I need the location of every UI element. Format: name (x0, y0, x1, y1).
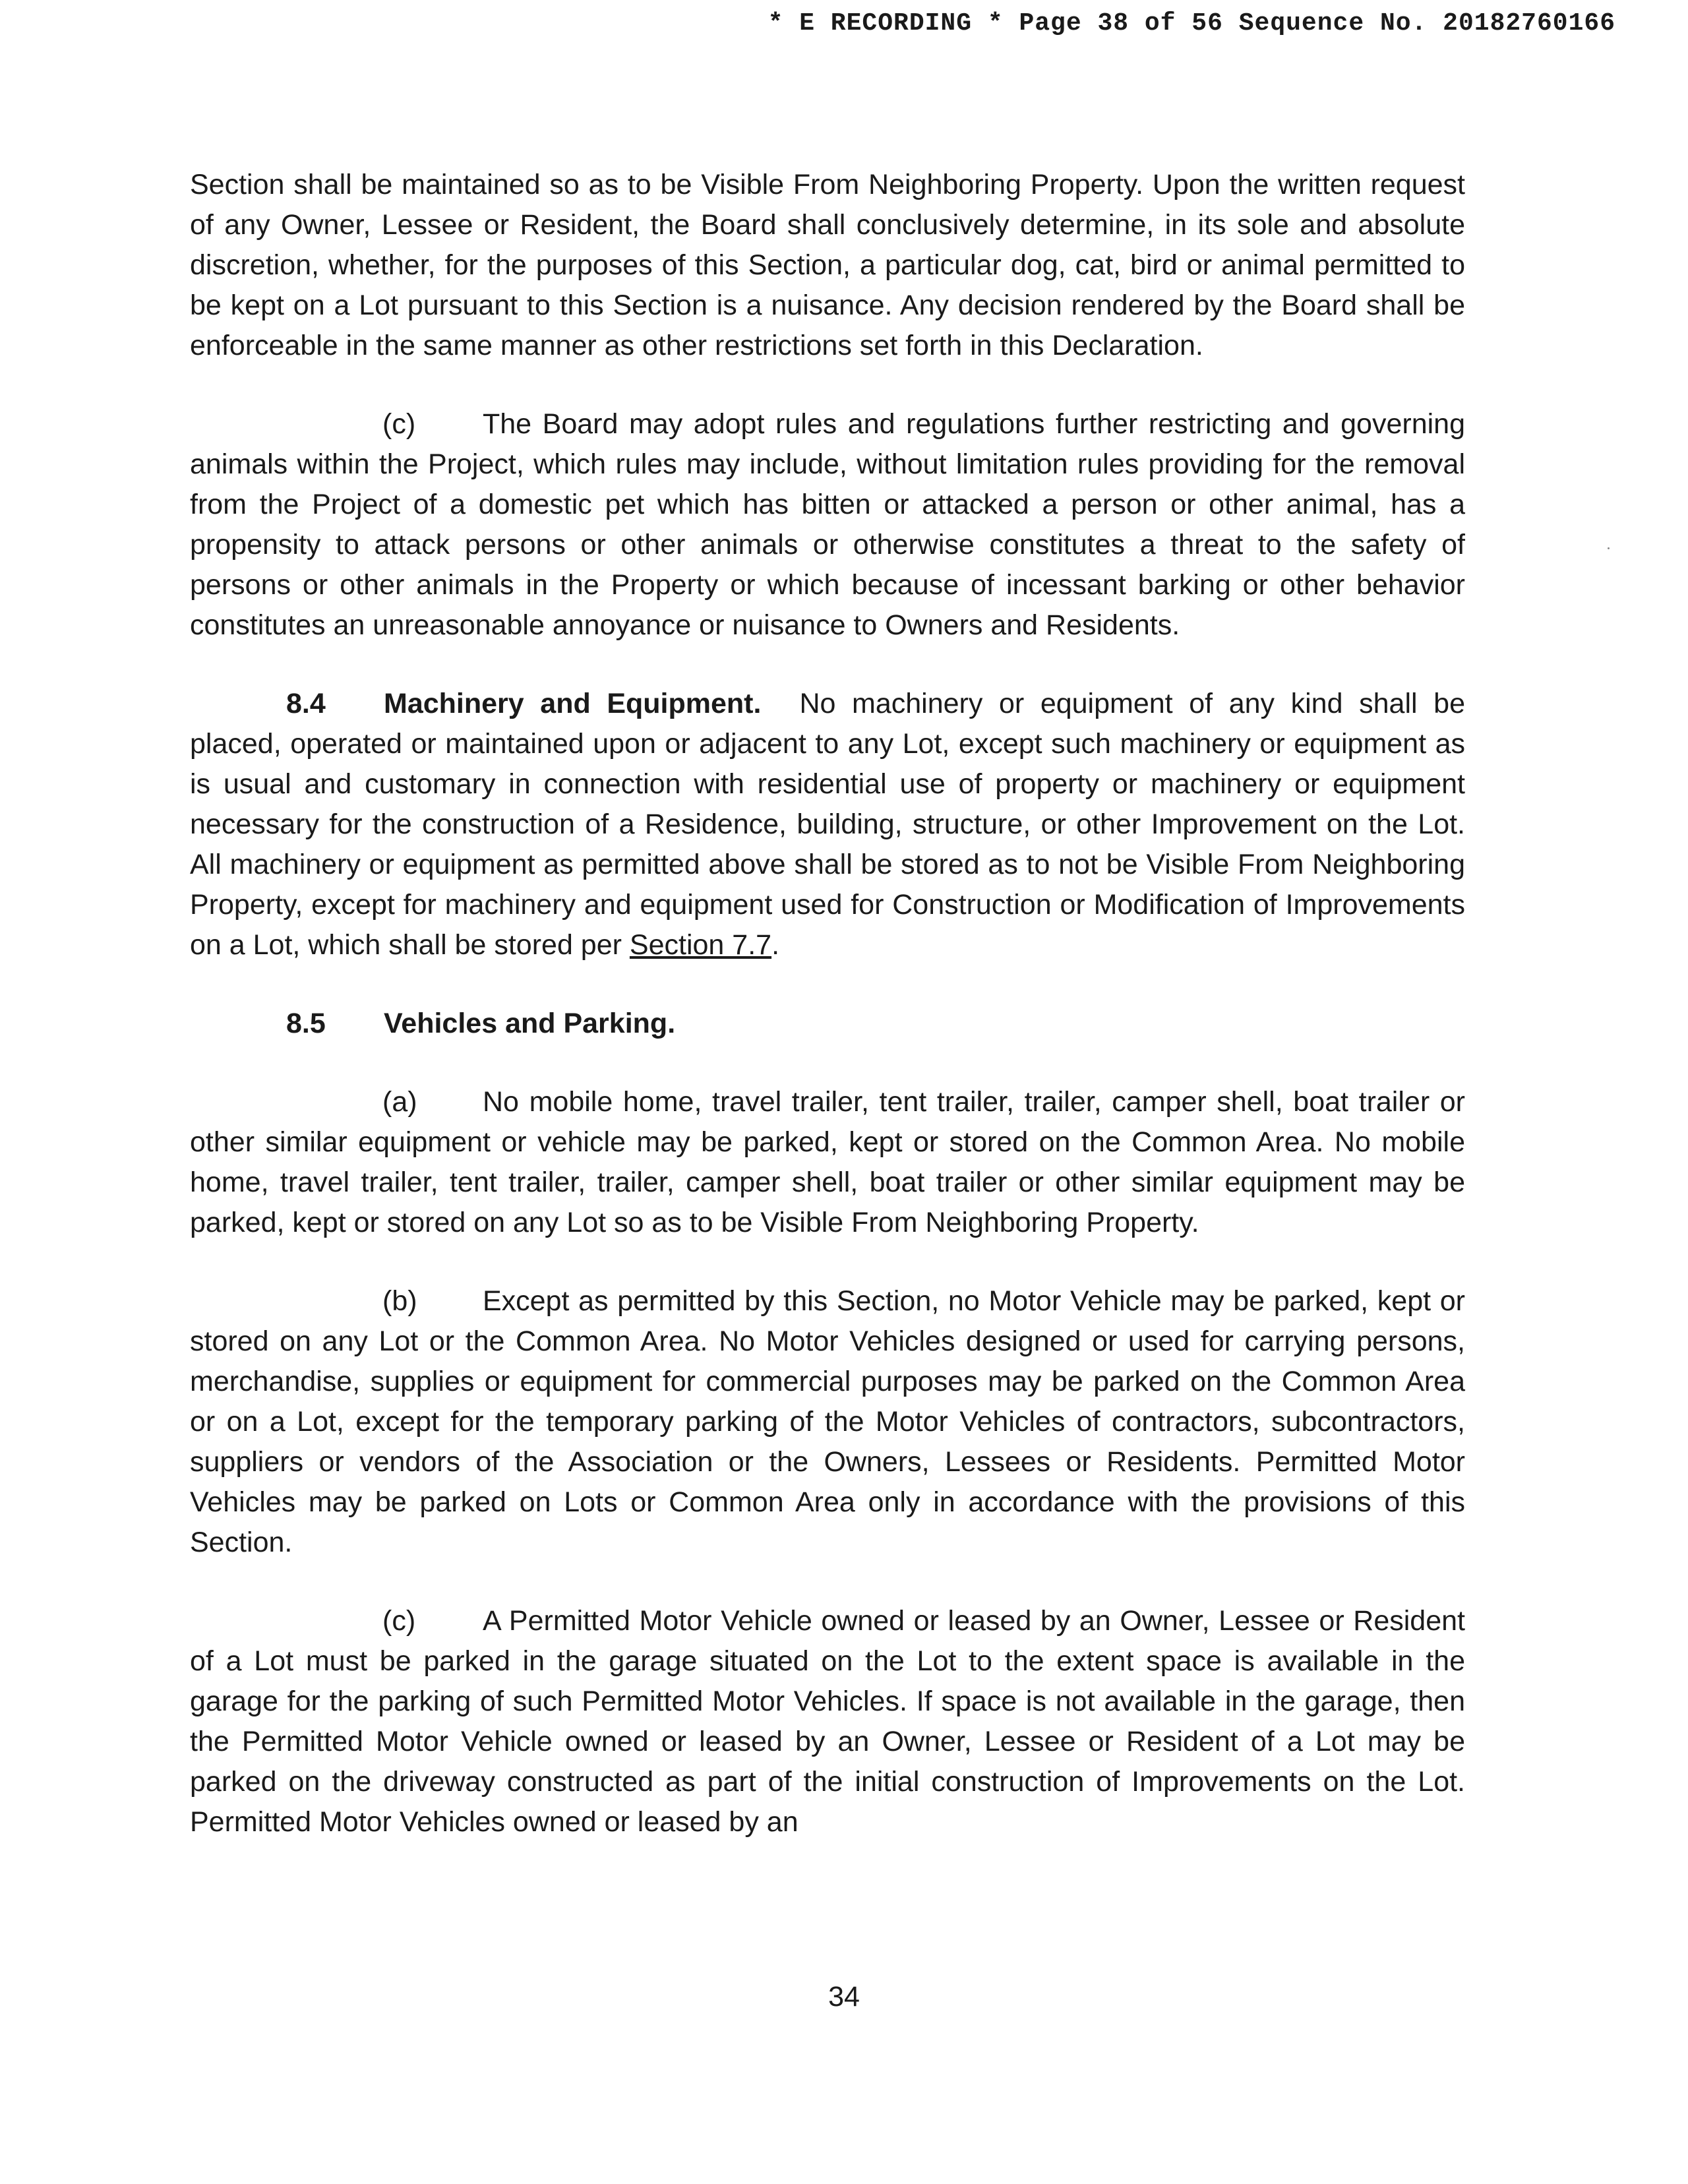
subsection-label-c: (c) (382, 408, 416, 440)
subsection-8-5-b (190, 1281, 1465, 1563)
paragraph-text: The Board may adopt rules and regulations further restricting and governing animals within the Project, which rules may include, without limitation rules providing for the removal from the Project of a domestic pet which has bitten or attacked a person or other animal, has a propensity to attack persons or other animals or otherwise constitutes a threat to the safety of persons or other animals in the Property or which because of incessant barking or other behavior constitutes an unreasonable annoyance or nuisance to Owners and Residents. (190, 408, 1465, 641)
subsection-8-5-c (190, 1601, 1465, 1842)
paragraph-text: No mobile home, travel trailer, tent trailer, trailer, camper shell, boat trailer or other similar equipment or vehicle may be parked, kept or stored on the Common Area. No mobile home, travel trailer, tent trailer, trailer, camper shell, boat trailer or other similar equipment may be parked, kept or stored on any Lot so as to be Visible From Neighboring Property. (190, 1086, 1465, 1238)
paragraph-text: A Permitted Motor Vehicle owned or leased by an Owner, Lessee or Resident of a Lot must be parked in the garage situated on the Lot to the extent space is available in the garage for the parking of such Permitted Motor Vehicles. If space is not available in the garage, then the Permitted Motor Vehicle owned or leased by an Owner, Lessee or Resident of a Lot may be parked on the driveway constructed as part of the initial construction of Improvements on the Lot. Permitted Motor Vehicles owned or leased by an (190, 1605, 1465, 1838)
paragraph-animal-nuisance: Section shall be maintained so as to be Visible From Neighboring Property. Upon the written request of any Owner, Lessee or Resident, the Board shall conclusively determine, in its sole and absolute discretion, whether, for the purposes of this Section, a particular dog, cat, bird or animal permitted to be kept on a Lot pursuant to this Section is a nuisance. Any decision rendered by the Board shall be enforceable in the same manner as other restrictions set forth in this Declaration. (190, 169, 1465, 361)
subsection-label-c: (c) (382, 1605, 416, 1637)
document-body (190, 165, 1465, 1881)
paragraph-animal-rules (190, 404, 1465, 646)
section-8-5-heading (190, 1004, 1465, 1044)
subsection-8-5-a (190, 1082, 1465, 1243)
margin-speck (1608, 547, 1610, 549)
section-text: No machinery or equipment of any kind shall be placed, operated or maintained upon or adjacent to any Lot, except such machinery or equipment as is usual and customary in connection with residential use of property or machinery or equipment necessary for the construction of a Residence, building, structure, or other Improvement on the Lot. All machinery or equipment as permitted above shall be stored as to not be Visible From Neighboring Property, except for machinery and equipment used for Construction or Modification of Improvements on a Lot, which shall be stored per (190, 688, 1465, 961)
section-title: Vehicles and Parking. (384, 1008, 676, 1039)
section-title: Machinery and Equipment. (384, 688, 762, 719)
subsection-label-b: (b) (382, 1285, 417, 1317)
section-8-4: 8.4 Machinery and Equipment. No machinery or equipment of any kind shall be placed, operated or maintained upon or adjacent to any Lot, except such machinery or equipment as is usual and customary in connection with residential use of property or machinery or equipment necessary for the construction of a Residence, building, structure, or other Improvement on the Lot. All machinery or equipment as permitted above shall be stored as to not be Visible From Neighboring Property, except for machinery and equipment used for Construction or Modification of Improvements on a Lot, which shall be stored per Section 7.7. (190, 684, 1465, 965)
subsection-label-a: (a) (382, 1086, 417, 1118)
section-number: 8.5 (286, 1008, 326, 1039)
section-number: 8.4 (286, 688, 326, 719)
section-reference-link: Section 7.7 (629, 929, 772, 961)
paragraph-text: Except as permitted by this Section, no Motor Vehicle may be parked, kept or stored on any Lot or the Common Area. No Motor Vehicles designed or used for carrying persons, merchandise, supplies or equipment for commercial purposes may be parked on the Common Area or on a Lot, except for the temporary parking of the Motor Vehicles of contractors, subcontractors, suppliers or vendors of the Association or the Owners, Lessees or Residents. Permitted Motor Vehicles may be parked on Lots or Common Area only in accordance with the provisions of this Section. (190, 1285, 1465, 1558)
page-number: 34 (828, 1981, 860, 2013)
recording-header: * E RECORDING * Page 38 of 56 Sequence No. 20182760166 (768, 9, 1615, 38)
